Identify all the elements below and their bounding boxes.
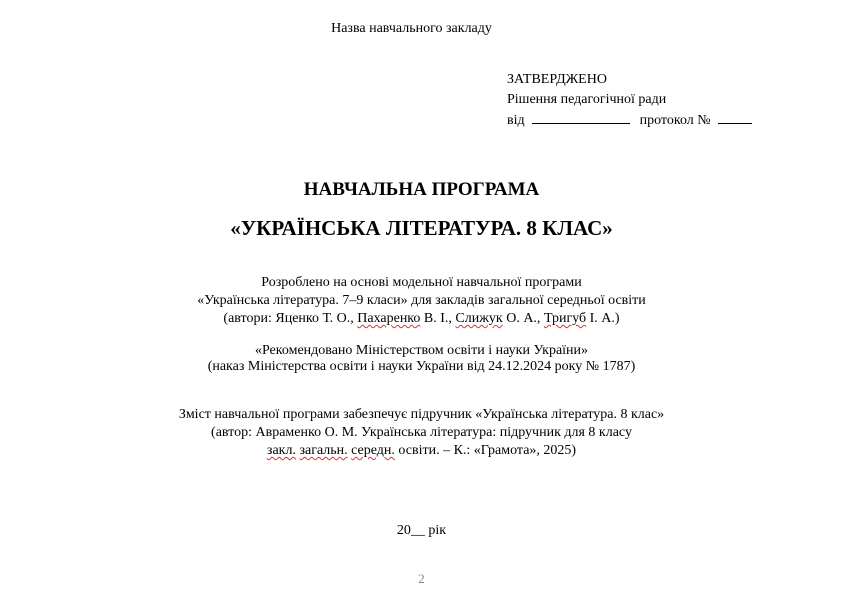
recommendation-line-2: (наказ Міністерства освіти і науки України від 24.12.2024 року № 1787): [207, 359, 636, 374]
basis-line-1: Розроблено на основі модельної навчальної програми: [261, 275, 582, 290]
authors-prefix: (автори: Яценко Т. О.,: [223, 311, 358, 326]
author-name: Пахаренко: [357, 311, 421, 326]
textbook-line-1: Зміст навчальної програми забезпечує підручник «Українська література. 8 клас»: [178, 407, 665, 422]
recommendation-line-1: «Рекомендовано Міністерством освіти і науки України»: [254, 343, 589, 358]
council-decision: Рішення педагогічної ради: [507, 92, 667, 107]
author-initials: І. А.): [586, 311, 620, 326]
author-initials: О. А.,: [502, 311, 544, 326]
date-blank: [532, 111, 630, 124]
institution-name: Назва навчального закладу: [331, 21, 492, 36]
protocol-blank: [718, 111, 752, 124]
author-initials: В. І.,: [420, 311, 456, 326]
author-name: Тригуб: [543, 311, 587, 326]
page-number: 2: [418, 571, 425, 586]
year: 20__ рік: [396, 523, 447, 538]
program-title: НАВЧАЛЬНА ПРОГРАМА: [303, 179, 540, 200]
abbrev-word: загальн.: [299, 443, 348, 458]
author-name: Слижук: [455, 311, 503, 326]
abbrev-word: середн.: [351, 443, 395, 458]
approval-date-protocol: [507, 111, 752, 130]
textbook-line-3: [0, 442, 843, 460]
approved-label: ЗАТВЕРДЖЕНО: [507, 72, 607, 87]
date-label: від: [507, 113, 525, 128]
program-subject-title: «УКРАЇНСЬКА ЛІТЕРАТУРА. 8 КЛАС»: [230, 216, 613, 240]
publisher-info: освіти. – К.: «Грамота», 2025): [394, 443, 577, 458]
basis-authors: [0, 310, 843, 328]
protocol-label: протокол №: [639, 113, 711, 128]
basis-line-2: «Українська література. 7–9 класи» для закладів загальної середньої освіти: [197, 293, 646, 308]
textbook-line-2: (автор: Авраменко О. М. Українська література: підручник для 8 класу: [211, 425, 632, 440]
abbrev-word: закл.: [266, 443, 296, 458]
